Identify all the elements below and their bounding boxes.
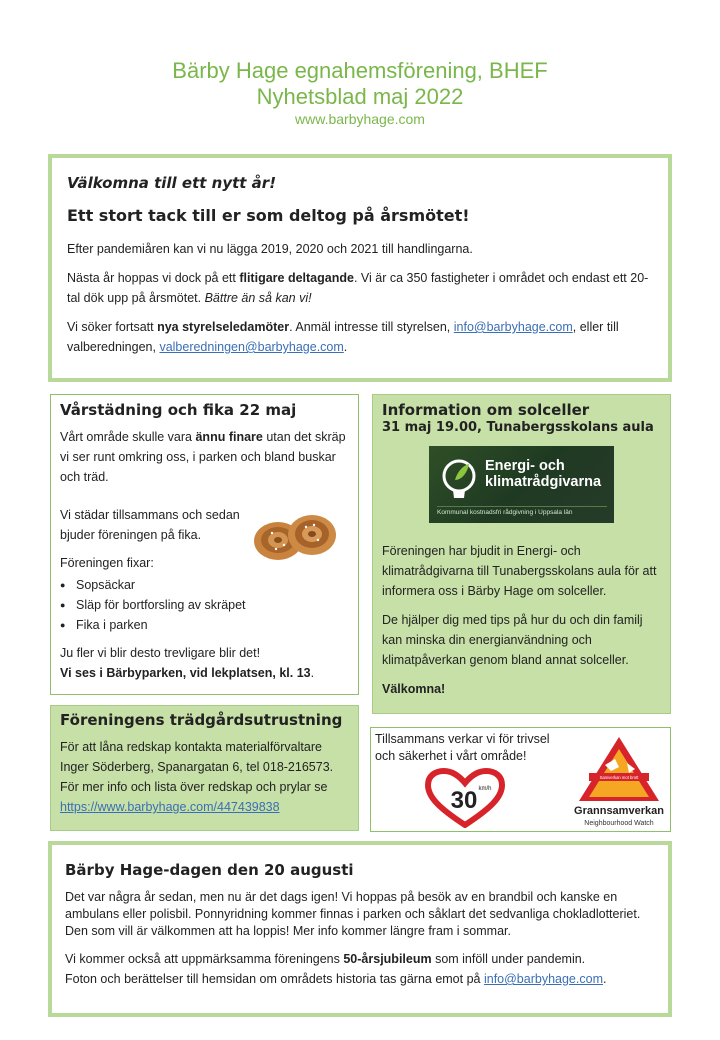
solar-paragraph-1: Föreningen har bjudit in Energi- och klimatrådgivarna till Tunabergsskolans aula för att informera oss i Bärby Hage om solceller. [382, 544, 657, 598]
welcome-paragraph-3 [67, 317, 653, 357]
watch-band-text: Samverkan mot brott [599, 775, 639, 780]
bold-text: flitigare deltagande [239, 271, 354, 285]
energy-advisors-logo [429, 446, 614, 523]
bold-text: 50-årsjubileum [343, 952, 432, 966]
bold-text: ännu finare [195, 430, 263, 444]
text-span: utan det skräp vi ser runt omkring oss, i parken och bland buskar och träd. [60, 430, 346, 484]
history-email-link[interactable]: info@barbyhage.com [483, 972, 603, 986]
solar-info-section [372, 394, 671, 714]
solar-paragraph-2: De hjälper dig med tips på hur du och din familj kan minska din energianvändning och klimatpåverkan genom bland annat solceller. [382, 613, 643, 667]
website-text: www.barbyhage.com [295, 111, 425, 127]
garden-tools-section [50, 705, 359, 831]
watch-name: Grannsamverkan [574, 805, 664, 817]
text-span: bjuder föreningen på fika. [60, 528, 202, 542]
supplies-list [60, 575, 349, 635]
text-span: Vi söker fortsatt [67, 320, 158, 334]
text-span: . Anmäl intresse till styrelsen, [289, 320, 454, 334]
board-email-link[interactable]: info@barbyhage.com [453, 320, 573, 334]
text-span: . Vi är ca 350 fastigheter i området och endast ett 20-tal dök upp på årsmötet. [67, 271, 649, 305]
text-span: . [602, 972, 607, 986]
garden-tools-title: Föreningens trädgårdsutrustning [60, 711, 343, 729]
newsletter-header [0, 58, 720, 128]
heart-speed-sign-icon [425, 768, 505, 828]
logo-tagline: Kommunal kostnadsfri rådgivning i Uppsala län [437, 509, 573, 516]
nomination-email-link[interactable]: valberedningen@barbyhage.com [159, 340, 344, 354]
italic-text: Bättre än så kan vi! [204, 291, 312, 305]
solar-welcome: Välkomna! [382, 682, 446, 696]
cinnamon-buns-image [252, 507, 338, 565]
safety-section [370, 727, 671, 832]
speed-value: 30 [450, 787, 478, 814]
text-span: För att låna redskap kontakta materialförvaltare Inger Söderberg, Spanargatan 6, tel 018-216573. För mer info och lista över redskap och prylar se [60, 740, 334, 794]
welcome-paragraph-1: Efter pandemiåren kan vi nu lägga 2019, 2020 och 2021 till handlingarna. [67, 242, 473, 256]
speed-unit: km/h [478, 786, 492, 792]
logo-line-1: Energi- och [485, 458, 565, 474]
association-title: Bärby Hage egnahemsförening, BHEF [172, 58, 548, 83]
newsletter-issue: Nyhetsblad maj 2022 [256, 84, 464, 109]
tools-list-link[interactable]: https://www.barbyhage.com/447439838 [60, 800, 280, 814]
watch-english: Neighbourhood Watch [584, 820, 654, 827]
text-span: . [343, 340, 348, 354]
text-span: som inföll under pandemin. [431, 952, 586, 966]
list-item: ● Släp för bortforsling av skräpet [60, 595, 349, 615]
list-item: ● Fika i parken [60, 615, 349, 635]
text-span: Ju fler vi blir desto trevligare blir det! [60, 646, 261, 660]
safety-text: Tillsammans verkar vi för trivsel och säkerhet i vårt område! [375, 732, 550, 763]
spring-closing [60, 643, 349, 683]
text-span: , eller till valberedningen, [67, 320, 619, 354]
barby-hage-day-title: Bärby Hage-dagen den 20 augusti [65, 861, 354, 879]
bold-text: Vi ses i Bärbyparken, vid lekplatsen, kl. 13 [60, 666, 311, 680]
text-span: Foton och berättelser till hemsidan om områdets historia tas gärna emot på [65, 972, 484, 986]
solar-title: Information om solceller [382, 401, 590, 419]
spring-paragraph-1 [60, 427, 349, 487]
welcome-paragraph-2 [67, 268, 653, 308]
text-span: Vi städar tillsammans och sedan [60, 508, 240, 522]
welcome-greeting: Välkomna till ett nytt år! [67, 174, 277, 192]
day-paragraph-3 [65, 969, 655, 989]
text-span: Nästa år hoppas vi dock på ett [67, 271, 240, 285]
logo-line-2: klimatrådgivarna [485, 474, 602, 490]
neighbourhood-watch-logo [567, 729, 671, 831]
welcome-heading: Ett stort tack till er som deltog på årsmötet! [67, 206, 470, 225]
welcome-section [48, 154, 672, 382]
barby-hage-day-section [48, 841, 672, 1017]
spring-cleaning-section [50, 394, 359, 695]
bold-text: nya styrelseledamöter [157, 320, 290, 334]
spring-cleaning-title: Vårstädning och fika 22 maj [60, 401, 297, 419]
garden-tools-text [60, 737, 349, 817]
day-paragraph-2 [65, 949, 655, 969]
list-intro: Föreningen fixar: [60, 556, 154, 570]
list-item: ● Sopsäckar [60, 575, 349, 595]
text-span: Vi kommer också att uppmärksamma föreningens [65, 952, 344, 966]
text-span: Vårt område skulle vara [60, 430, 196, 444]
solar-date-venue: 31 maj 19.00, Tunabergsskolans aula [382, 420, 654, 435]
day-paragraph-1: Det var några år sedan, men nu är det dags igen! Vi hoppas på besök av en brandbil och kanske en ambulans eller polisbil. Ponnyridning kommer finnas i parken och såklart det sedvanliga chokladlotteriet. Den som vill är välkommen att ha loppis! Mer info kommer längre fram i sommar. [65, 890, 641, 938]
text-span: . [310, 666, 315, 680]
